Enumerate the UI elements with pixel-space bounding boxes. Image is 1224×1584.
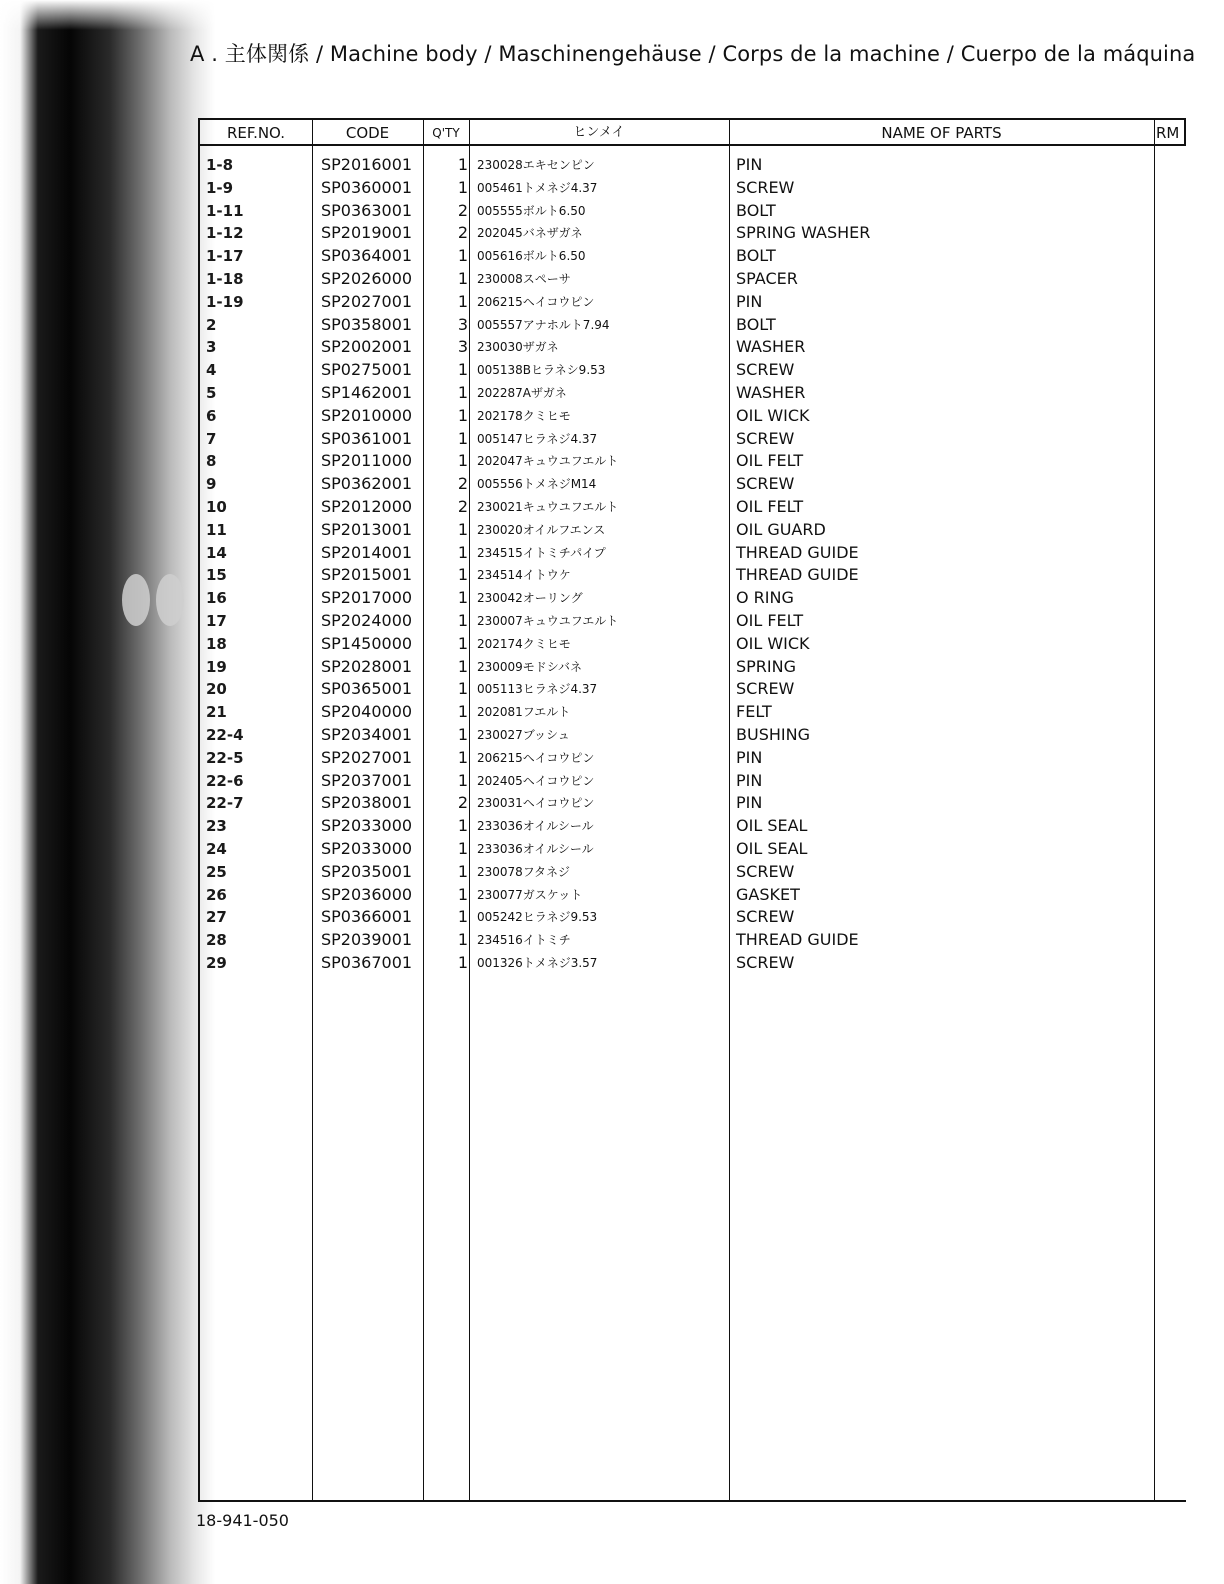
part-name: PIN bbox=[736, 155, 763, 174]
quantity: 1 bbox=[457, 861, 468, 881]
part-name: BUSHING bbox=[736, 724, 810, 744]
quantity: 3 bbox=[457, 337, 468, 357]
ref-number: 14 bbox=[206, 543, 227, 562]
part-name-kana: 230009モドシバネ bbox=[477, 659, 582, 674]
parts-table bbox=[198, 118, 1186, 1502]
part-code: SP2027001 bbox=[321, 747, 413, 767]
part-name-kana: 230020オイルフエンス bbox=[477, 522, 606, 537]
part-code: SP2019001 bbox=[321, 223, 413, 243]
ref-number: 17 bbox=[206, 611, 227, 630]
table-row bbox=[200, 245, 1186, 268]
table-row bbox=[200, 314, 1186, 337]
ref-number: 22-6 bbox=[206, 771, 244, 790]
part-name-kana: 001326トメネジ3.57 bbox=[477, 955, 598, 970]
part-code: SP0365001 bbox=[321, 679, 413, 699]
part-code: SP0363001 bbox=[321, 200, 413, 220]
part-code: SP2028001 bbox=[321, 656, 413, 676]
part-code: SP0358001 bbox=[321, 314, 413, 334]
table-row bbox=[200, 473, 1186, 496]
part-name: BOLT bbox=[736, 314, 776, 334]
part-name: SCREW bbox=[736, 474, 795, 494]
quantity: 1 bbox=[457, 360, 468, 380]
quantity: 1 bbox=[457, 816, 468, 836]
ref-number: 22-4 bbox=[206, 725, 244, 744]
table-row bbox=[200, 770, 1186, 793]
ref-number: 27 bbox=[206, 908, 227, 927]
part-name-kana: 230031ヘイコウピン bbox=[477, 796, 595, 811]
table-row bbox=[200, 496, 1186, 519]
punch-hole-left bbox=[122, 574, 150, 626]
part-name-kana: 230028エキセンピン bbox=[477, 158, 595, 172]
part-name: OIL GUARD bbox=[736, 519, 826, 539]
binding-shadow-top bbox=[0, 0, 260, 30]
part-code: SP0361001 bbox=[321, 428, 413, 448]
part-name-kana: 005461トメネジ4.37 bbox=[477, 180, 598, 195]
quantity: 1 bbox=[457, 565, 468, 585]
part-code: SP2010000 bbox=[321, 405, 413, 425]
table-row bbox=[200, 382, 1186, 405]
quantity: 1 bbox=[457, 268, 468, 288]
table-row bbox=[200, 405, 1186, 428]
table-row bbox=[200, 291, 1186, 314]
table-row bbox=[200, 724, 1186, 747]
quantity: 1 bbox=[457, 291, 468, 311]
quantity: 3 bbox=[457, 314, 468, 334]
quantity: 2 bbox=[457, 200, 468, 220]
ref-number: 21 bbox=[206, 703, 227, 722]
part-name-kana: 230021キュウユフエルト bbox=[477, 499, 619, 514]
quantity: 1 bbox=[457, 747, 468, 767]
ref-number: 22-5 bbox=[206, 748, 244, 767]
quantity: 1 bbox=[457, 588, 468, 608]
quantity: 1 bbox=[457, 177, 468, 197]
ref-number: 1-17 bbox=[206, 247, 244, 266]
part-name-kana: 005113ヒラネジ4.37 bbox=[477, 682, 598, 697]
ref-number: 4 bbox=[206, 361, 217, 380]
part-name: PIN bbox=[736, 770, 763, 790]
quantity: 1 bbox=[457, 451, 468, 471]
part-name: OIL FELT bbox=[736, 496, 804, 516]
table-row bbox=[200, 861, 1186, 884]
table-row bbox=[200, 450, 1186, 473]
part-name: SCREW bbox=[736, 679, 795, 699]
part-code: SP2015001 bbox=[321, 565, 413, 585]
table-row bbox=[200, 200, 1186, 223]
part-code: SP0367001 bbox=[321, 952, 413, 972]
page-heading: A . 主体関係 / Machine body / Maschinengehäuse / Corps de la machine / Cuerpo de la máquina bbox=[190, 42, 1196, 66]
part-code: SP2035001 bbox=[321, 861, 413, 881]
part-name: SCREW bbox=[736, 428, 795, 448]
table-row bbox=[200, 633, 1186, 656]
quantity: 1 bbox=[457, 702, 468, 722]
part-code: SP2017000 bbox=[321, 588, 413, 608]
part-name-kana: 230027ブッシュ bbox=[477, 727, 570, 742]
header-rm: RM bbox=[1156, 124, 1180, 142]
part-name: SCREW bbox=[736, 861, 795, 881]
quantity: 1 bbox=[457, 428, 468, 448]
part-code: SP0362001 bbox=[321, 474, 413, 494]
ref-number: 1-18 bbox=[206, 269, 244, 288]
ref-number: 20 bbox=[206, 680, 227, 699]
part-name: OIL FELT bbox=[736, 610, 804, 630]
part-name-kana: 230042オーリング bbox=[477, 591, 583, 606]
table-row bbox=[200, 359, 1186, 382]
part-name: WASHER bbox=[736, 337, 806, 357]
quantity: 1 bbox=[457, 246, 468, 266]
part-code: SP1450000 bbox=[321, 633, 413, 653]
ref-number: 5 bbox=[206, 383, 217, 402]
part-code: SP0275001 bbox=[321, 360, 413, 380]
header-rule bbox=[200, 144, 1186, 146]
part-code: SP0364001 bbox=[321, 246, 413, 266]
ref-number: 24 bbox=[206, 839, 227, 858]
quantity: 1 bbox=[457, 519, 468, 539]
ref-number: 1-11 bbox=[206, 201, 244, 220]
part-name: SPRING WASHER bbox=[736, 223, 871, 243]
page-code: 18-941-050 bbox=[196, 1511, 289, 1530]
part-code: SP2027001 bbox=[321, 291, 413, 311]
part-name: OIL SEAL bbox=[736, 816, 808, 836]
part-code: SP2033000 bbox=[321, 816, 413, 836]
table-row bbox=[200, 952, 1186, 975]
part-name-kana: 230077ガスケット bbox=[477, 887, 583, 902]
part-code: SP2033000 bbox=[321, 838, 413, 858]
part-code: SP2036000 bbox=[321, 884, 413, 904]
part-name: GASKET bbox=[736, 884, 800, 904]
ref-number: 8 bbox=[206, 452, 217, 471]
part-name: SCREW bbox=[736, 952, 795, 972]
table-row bbox=[200, 815, 1186, 838]
table-row bbox=[200, 268, 1186, 291]
part-name-kana: 230030ザガネ bbox=[477, 340, 559, 355]
ref-number: 23 bbox=[206, 817, 227, 836]
ref-number: 6 bbox=[206, 406, 217, 425]
part-name-kana: 206215ヘイコウピン bbox=[477, 294, 595, 309]
table-row bbox=[200, 519, 1186, 542]
part-name: OIL SEAL bbox=[736, 838, 808, 858]
part-name: PIN bbox=[736, 747, 763, 767]
header-ref: REF.NO. bbox=[226, 124, 286, 142]
part-name: SCREW bbox=[736, 907, 795, 927]
quantity: 1 bbox=[457, 382, 468, 402]
quantity: 2 bbox=[457, 496, 468, 516]
part-code: SP2037001 bbox=[321, 770, 413, 790]
part-name-kana: 005557アナホルト7.94 bbox=[477, 317, 610, 332]
ref-number: 1-19 bbox=[206, 292, 244, 311]
part-name-kana: 005138Bヒラネシ9.53 bbox=[477, 363, 606, 378]
part-code: SP2013001 bbox=[321, 519, 413, 539]
ref-number: 19 bbox=[206, 657, 227, 676]
part-name-kana: 202178クミヒモ bbox=[477, 408, 571, 423]
part-name-kana: 005147ヒラネジ4.37 bbox=[477, 431, 598, 446]
quantity: 1 bbox=[457, 610, 468, 630]
part-name: WASHER bbox=[736, 382, 806, 402]
quantity: 2 bbox=[457, 223, 468, 243]
ref-number: 10 bbox=[206, 497, 227, 516]
table-row bbox=[200, 177, 1186, 200]
part-name-kana: 202081フエルト bbox=[477, 705, 571, 720]
part-name-kana: 005616ボルト6.50 bbox=[477, 249, 586, 264]
ref-number: 26 bbox=[206, 885, 227, 904]
quantity: 2 bbox=[457, 793, 468, 813]
ref-number: 9 bbox=[206, 475, 217, 494]
part-name: SPRING bbox=[736, 656, 797, 676]
table-row bbox=[200, 906, 1186, 929]
part-name-kana: 202287Aザガネ bbox=[477, 385, 567, 400]
part-name: OIL WICK bbox=[736, 405, 810, 425]
part-name: BOLT bbox=[736, 200, 776, 220]
table-row bbox=[200, 884, 1186, 907]
table-row bbox=[200, 656, 1186, 679]
table-row bbox=[200, 929, 1186, 952]
part-name-kana: 233036オイルシール bbox=[477, 841, 594, 856]
table-row bbox=[200, 222, 1186, 245]
quantity: 2 bbox=[457, 474, 468, 494]
quantity: 1 bbox=[457, 907, 468, 927]
ref-number: 1-8 bbox=[206, 156, 234, 174]
part-code: SP2024000 bbox=[321, 610, 413, 630]
table-row bbox=[200, 428, 1186, 451]
part-code: SP0360001 bbox=[321, 177, 413, 197]
table-row bbox=[200, 564, 1186, 587]
part-name-kana: 202045バネザガネ bbox=[477, 226, 583, 241]
part-name-kana: 202174クミヒモ bbox=[477, 636, 571, 651]
part-name-kana: 005242ヒラネジ9.53 bbox=[477, 910, 598, 925]
part-name-kana: 230008スペーサ bbox=[477, 271, 571, 286]
part-code: SP2016001 bbox=[321, 155, 413, 174]
ref-number: 28 bbox=[206, 931, 227, 950]
header-name: NAME OF PARTS bbox=[881, 124, 1002, 142]
quantity: 1 bbox=[457, 724, 468, 744]
header-qty: Q'TY bbox=[432, 126, 460, 140]
punch-hole-right bbox=[156, 574, 184, 626]
quantity: 1 bbox=[457, 542, 468, 562]
part-name: OIL FELT bbox=[736, 451, 804, 471]
quantity: 1 bbox=[457, 952, 468, 972]
part-name: THREAD GUIDE bbox=[736, 542, 859, 562]
table-row bbox=[200, 838, 1186, 861]
part-name-kana: 230078フタネジ bbox=[477, 864, 570, 879]
header-code: CODE bbox=[345, 124, 390, 142]
table-row bbox=[200, 610, 1186, 633]
table-row bbox=[200, 542, 1186, 565]
part-name: FELT bbox=[736, 702, 772, 722]
ref-number: 7 bbox=[206, 429, 217, 448]
ref-number: 1-9 bbox=[206, 178, 234, 197]
part-name: PIN bbox=[736, 291, 763, 311]
table-row bbox=[200, 747, 1186, 770]
part-name-kana: 005555ボルト6.50 bbox=[477, 203, 586, 218]
part-name: SCREW bbox=[736, 360, 795, 380]
quantity: 1 bbox=[457, 930, 468, 950]
table-row bbox=[200, 587, 1186, 610]
part-name-kana: 234514イトウケ bbox=[477, 568, 571, 583]
part-code: SP2012000 bbox=[321, 496, 413, 516]
quantity: 1 bbox=[457, 838, 468, 858]
part-code: SP2034001 bbox=[321, 724, 413, 744]
part-name: BOLT bbox=[736, 246, 776, 266]
ref-number: 16 bbox=[206, 589, 227, 608]
ref-number: 1-12 bbox=[206, 224, 244, 243]
quantity: 1 bbox=[457, 884, 468, 904]
part-name: OIL WICK bbox=[736, 633, 810, 653]
table-body bbox=[200, 154, 1186, 975]
quantity: 1 bbox=[457, 770, 468, 790]
part-code: SP0366001 bbox=[321, 907, 413, 927]
part-code: SP2026000 bbox=[321, 268, 413, 288]
part-name-kana: 005556トメネジM14 bbox=[477, 477, 597, 492]
part-name: THREAD GUIDE bbox=[736, 930, 859, 950]
ref-number: 22-7 bbox=[206, 794, 244, 813]
quantity: 1 bbox=[457, 633, 468, 653]
quantity: 1 bbox=[457, 679, 468, 699]
quantity: 1 bbox=[457, 405, 468, 425]
part-code: SP2039001 bbox=[321, 930, 413, 950]
part-name: SCREW bbox=[736, 177, 795, 197]
ref-number: 29 bbox=[206, 953, 227, 972]
ref-number: 25 bbox=[206, 862, 227, 881]
ref-number: 3 bbox=[206, 338, 217, 357]
part-name: O RING bbox=[736, 588, 794, 608]
part-name-kana: 206215ヘイコウピン bbox=[477, 750, 595, 765]
ref-number: 18 bbox=[206, 634, 227, 653]
part-name-kana: 202405ヘイコウピン bbox=[477, 773, 595, 788]
part-code: SP2014001 bbox=[321, 542, 413, 562]
binding-shadow bbox=[0, 0, 215, 1584]
quantity: 1 bbox=[457, 155, 468, 174]
ref-number: 15 bbox=[206, 566, 227, 585]
ref-number: 11 bbox=[206, 520, 227, 539]
table-row bbox=[200, 154, 1186, 177]
header-kana: ヒンメイ bbox=[573, 125, 625, 140]
ref-number: 2 bbox=[206, 315, 217, 334]
table-row bbox=[200, 792, 1186, 815]
part-name-kana: 234516イトミチ bbox=[477, 933, 571, 948]
part-code: SP2038001 bbox=[321, 793, 413, 813]
table-row bbox=[200, 701, 1186, 724]
part-name-kana: 233036オイルシール bbox=[477, 819, 594, 834]
part-code: SP2002001 bbox=[321, 337, 413, 357]
part-name-kana: 234515イトミチパイプ bbox=[477, 545, 606, 560]
part-name-kana: 230007キュウユフエルト bbox=[477, 613, 619, 628]
quantity: 1 bbox=[457, 656, 468, 676]
part-code: SP2011000 bbox=[321, 451, 413, 471]
part-code: SP1462001 bbox=[321, 382, 413, 402]
part-name: SPACER bbox=[736, 268, 798, 288]
part-name: THREAD GUIDE bbox=[736, 565, 859, 585]
part-code: SP2040000 bbox=[321, 702, 413, 722]
table-row bbox=[200, 678, 1186, 701]
part-name: PIN bbox=[736, 793, 763, 813]
part-name-kana: 202047キュウユフエルト bbox=[477, 454, 619, 469]
table-row bbox=[200, 336, 1186, 359]
